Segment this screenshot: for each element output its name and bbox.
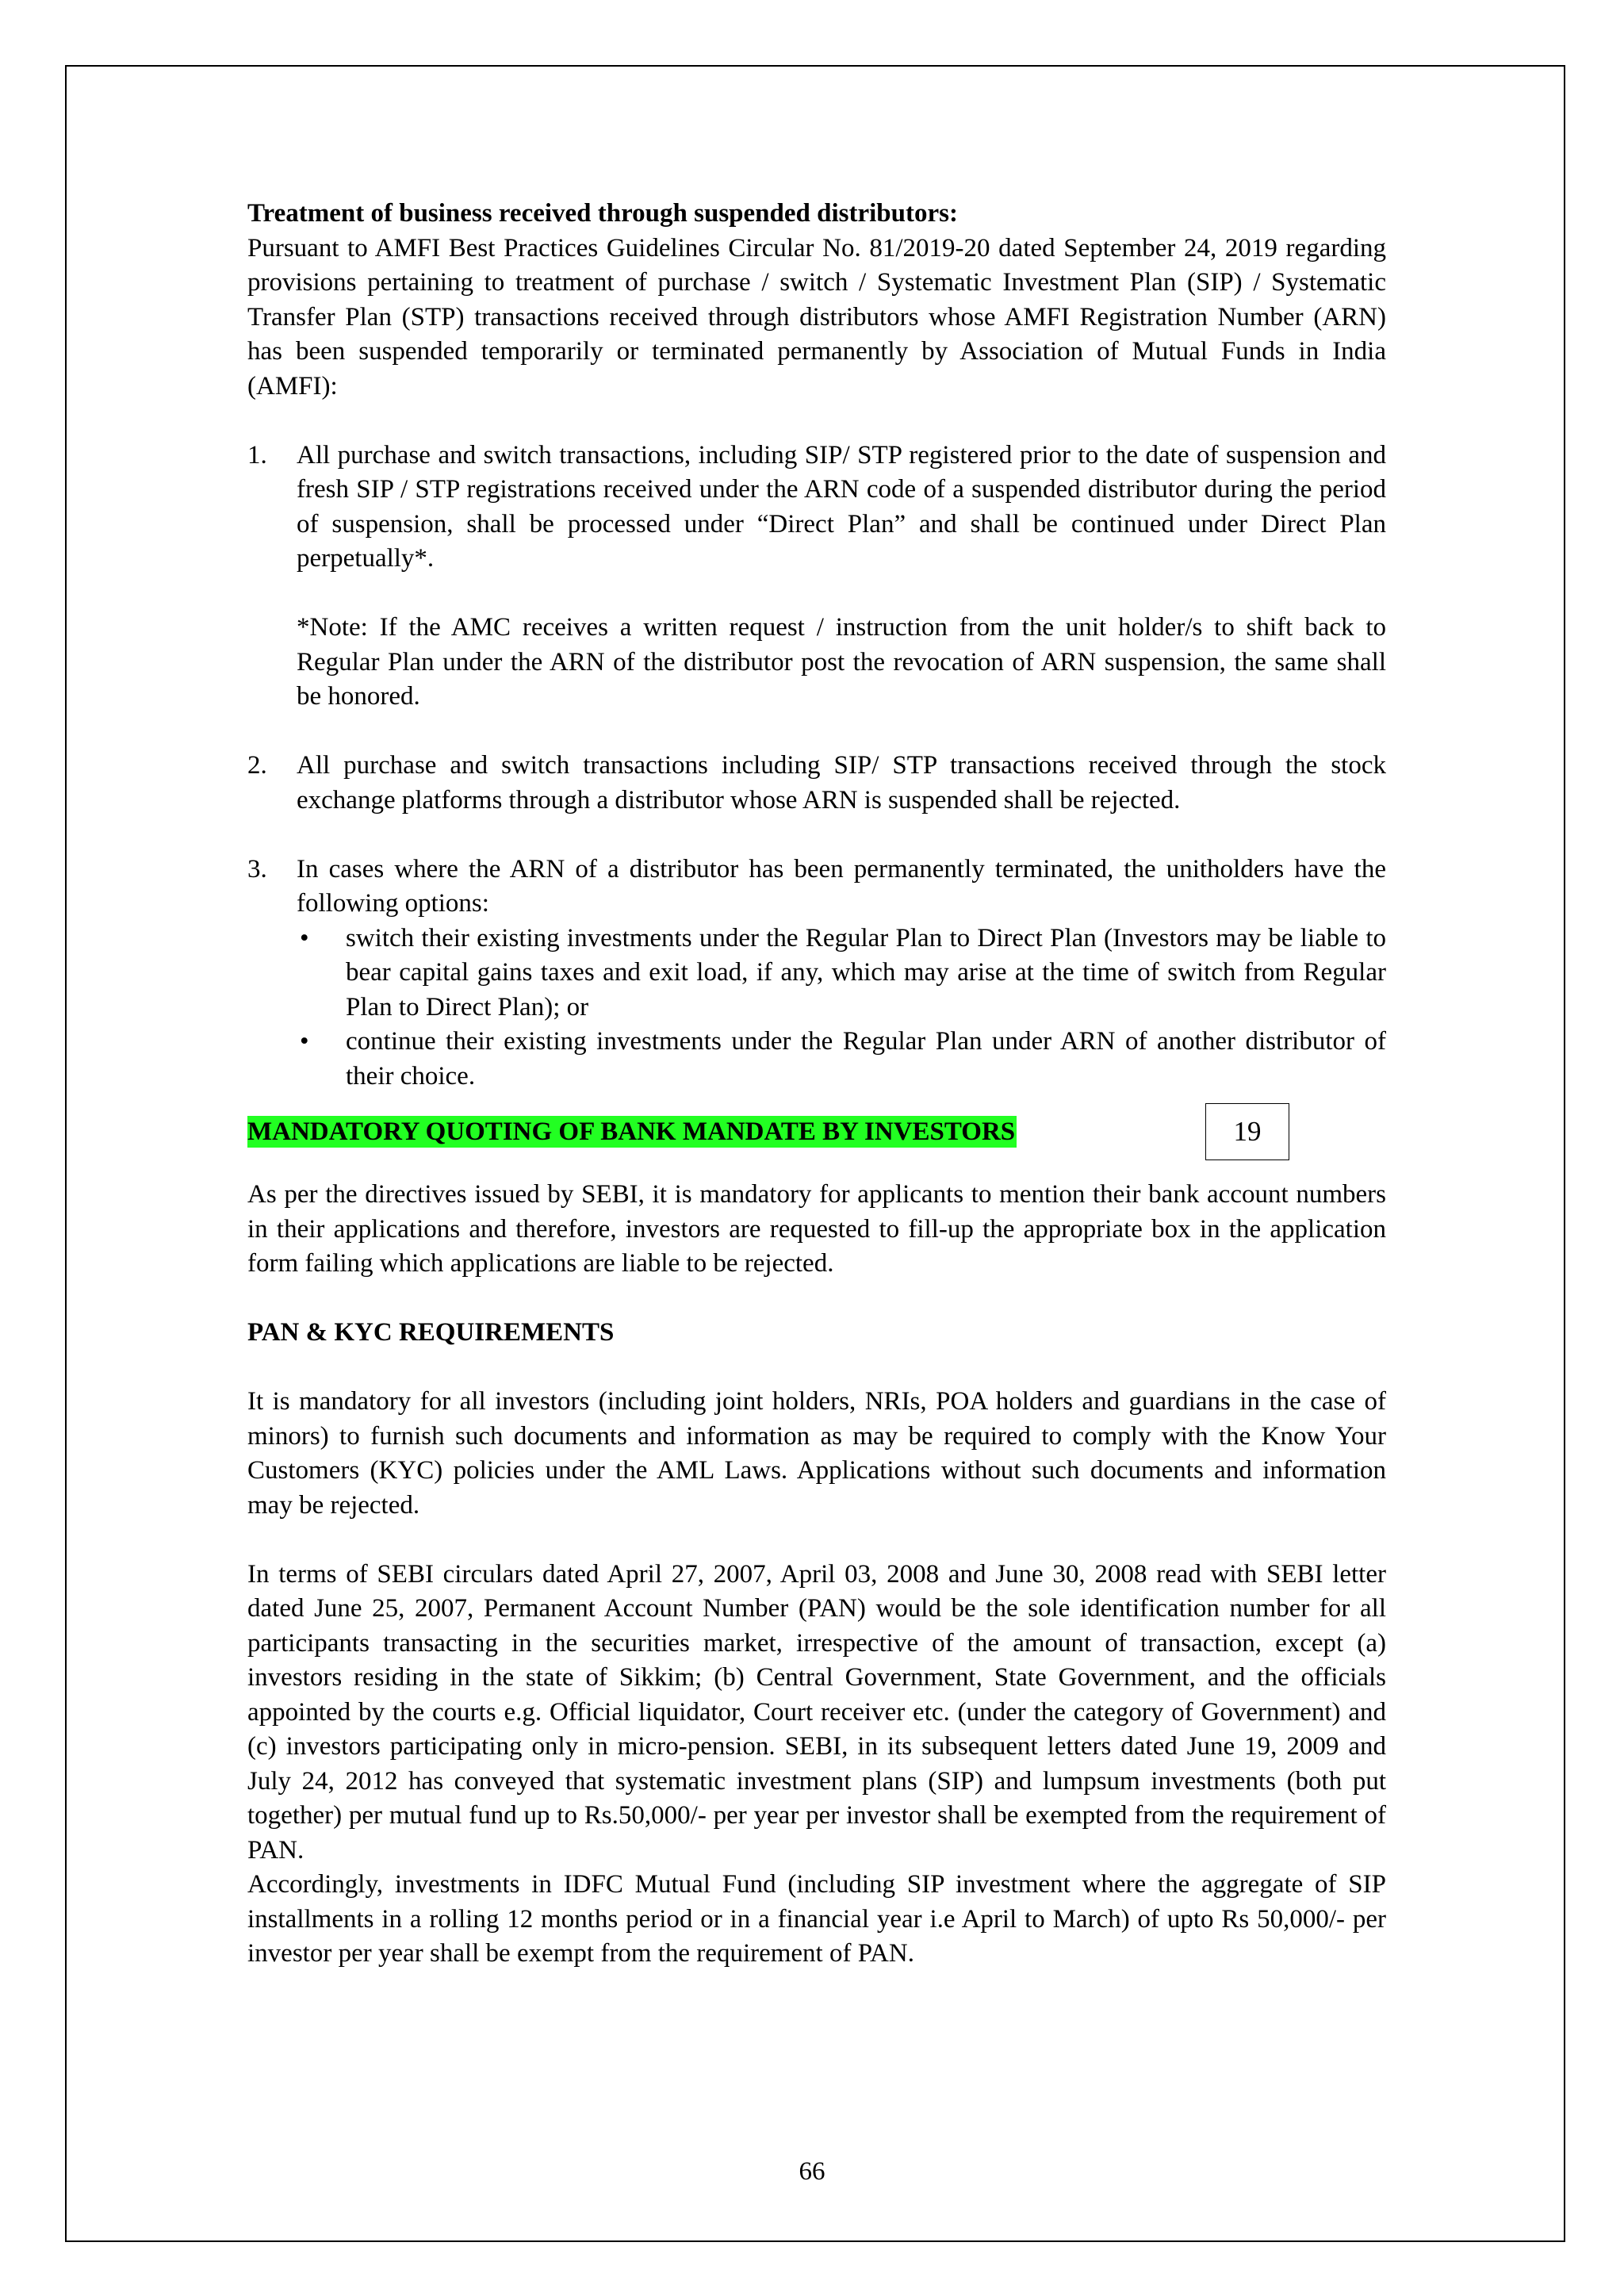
- bullet-item: [297, 1025, 1386, 1094]
- bullet-item: [297, 922, 1386, 1025]
- suspended-distributors-intro: Pursuant to AMFI Best Practices Guidelines Circular No. 81/2019-20 dated September 24, 2019 regarding provisions pertaining to treatment of purchase / switch / Systematic Investment Plan (SIP) / Systematic Transfer Plan (STP) transactions received through distributors whose AMFI Registration Number (ARN) has been suspended temporarily or terminated permanently by Association of Mutual Funds in India (AMFI):: [247, 233, 1386, 401]
- pan-kyc-paragraph-1: It is mandatory for all investors (including joint holders, NRIs, POA holders and guardians in the case of minors) to furnish such documents and information as may be required to comply with the Know Your Customers (KYC) policies under the AML Laws. Applications without such documents and information may be rejected.: [247, 1387, 1386, 1520]
- suspended-distributors-heading: Treatment of business received through suspended distributors:: [247, 199, 958, 228]
- bullet-text: continue their existing investments under the Regular Plan under ARN of another distributor of their choice.: [346, 1027, 1386, 1091]
- item-number: 3.: [247, 854, 267, 884]
- item-text: All purchase and switch transactions, including SIP/ STP registered prior to the date of suspension and fresh SIP / STP registrations received under the ARN code of a suspended distributor during the period of suspension, shall be processed under “Direct Plan” and shall be continued under Direct Plan perpetually*.: [297, 440, 1386, 573]
- item-number: 2.: [247, 751, 267, 780]
- numbered-item-1: [247, 439, 1386, 715]
- pan-kyc-paragraph-3: Accordingly, investments in IDFC Mutual Fund (including SIP investment where the aggregate of SIP installments in a rolling 12 months period or in a financial year i.e April to March) of upto Rs 50,000/- per investor per year shall be exempt from the requirement of PAN.: [247, 1870, 1386, 1968]
- bank-mandate-heading-row: [247, 1103, 1386, 1162]
- item-text: In cases where the ARN of a distributor has been permanently terminated, the unitholders have the following options:: [297, 854, 1386, 918]
- numbered-item-3: [247, 853, 1386, 1094]
- page-number: 66: [799, 2157, 825, 2186]
- item-number: 1.: [247, 440, 267, 470]
- item-text: All purchase and switch transactions including SIP/ STP transactions received through the stock exchange platforms through a distributor whose ARN is suspended shall be rejected.: [297, 751, 1386, 815]
- document-body: [247, 197, 1386, 1972]
- pan-kyc-heading: PAN & KYC REQUIREMENTS: [247, 1318, 615, 1347]
- numbered-item-2: [247, 749, 1386, 818]
- item-note: *Note: If the AMC receives a written request / instruction from the unit holder/s to shift back to Regular Plan under the ARN of the distributor post the revocation of ARN suspension, the same shall be honored.: [297, 613, 1386, 711]
- section-number-box: 19: [1205, 1103, 1289, 1160]
- bullet-icon: •: [300, 1027, 309, 1056]
- pan-kyc-paragraph-2: In terms of SEBI circulars dated April 27, 2007, April 03, 2008 and June 30, 2008 read with SEBI letter dated June 25, 2007, Permanent Account Number (PAN) would be the sole identification number for all participants transacting in the securities market, irrespective of the amount of transaction, except (a) investors residing in the state of Sikkim; (b) Central Government, State Government, and the officials appointed by the courts e.g. Official liquidator, Court receiver etc. (under the category of Government) and (c) investors participating only in micro-pension. SEBI, in its subsequent letters dated June 19, 2009 and July 24, 2012 has conveyed that systematic investment plans (SIP) and lumpsum investments (both put together) per mutual fund up to Rs.50,000/- per year per investor shall be exempted from the requirement of PAN.: [247, 1559, 1386, 1865]
- bullet-text: switch their existing investments under the Regular Plan to Direct Plan (Investors may be liable to bear capital gains taxes and exit load, if any, which may arise at the time of switch from Regular Plan to Direct Plan); or: [346, 923, 1386, 1022]
- bullet-icon: •: [300, 923, 309, 953]
- bank-mandate-heading: MANDATORY QUOTING OF BANK MANDATE BY INVESTORS: [247, 1117, 1016, 1146]
- bank-mandate-text: As per the directives issued by SEBI, it is mandatory for applicants to mention their bank account numbers in their applications and therefore, investors are requested to fill-up the appropriate box in the application form failing which applications are liable to be rejected.: [247, 1180, 1386, 1278]
